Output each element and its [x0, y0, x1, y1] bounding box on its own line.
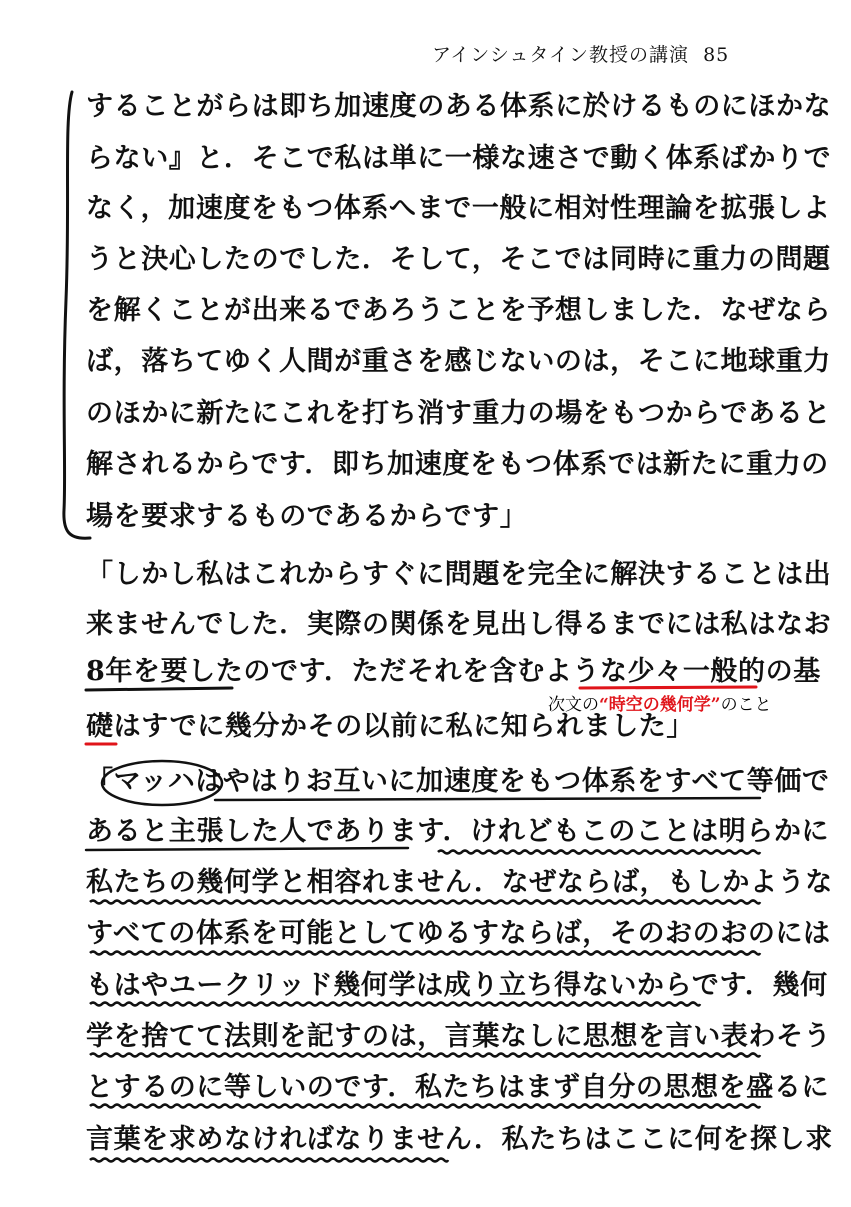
- annotation-highlight: “時空の幾何学”: [599, 695, 721, 715]
- text-line: もはやユークリッド幾何学は成り立ち得ないからです．幾何: [86, 970, 828, 1001]
- text-line: を解くことが出来るであろうことを予想しました．なぜなら: [86, 295, 831, 326]
- wavy-underline: [90, 1159, 448, 1162]
- annotation-suffix: のこと: [720, 695, 772, 715]
- text-line: 言葉を求めなければなりません．私たちはここに何を探し求: [86, 1124, 833, 1155]
- text-line: のほかに新たにこれを打ち消す重力の場をもつからであると: [86, 398, 831, 429]
- running-title: アインシュタイン教授の講演: [432, 44, 690, 66]
- text-line: することがらは即ち加速度のある体系に於けるものにほかな: [86, 91, 832, 122]
- wavy-underline: [90, 1054, 760, 1057]
- underline-mach-sentence-2: [86, 848, 408, 850]
- text-line: 礎はすでに幾分かその以前に私に知られました」: [86, 711, 695, 742]
- text-line: ば，落ちてゆく人間が重さを感じないのは，そこに地球重力: [86, 346, 831, 377]
- text-line: 私たちの幾何学と相容れません．なぜならば，もしかような: [86, 867, 833, 898]
- underline-mach-sentence-1: [215, 798, 760, 800]
- wavy-underline: [438, 851, 760, 854]
- text-line: らない』と．そこで私は単に一様な速さで動く体系ばかりで: [86, 143, 832, 174]
- circle-mach: [102, 761, 222, 805]
- page-number: 85: [703, 44, 730, 66]
- text-line: あると主張した人であります．けれどもこのことは明らかに: [86, 816, 830, 847]
- red-underline-foundation: [580, 687, 756, 688]
- annotation-prefix: 次文の: [548, 695, 599, 715]
- wavy-underline: [90, 1105, 760, 1108]
- text-line: すべての体系を可能としてゆるすならば，そのおのおのには: [86, 918, 831, 949]
- margin-bracket: [64, 92, 90, 538]
- wavy-underline: [90, 952, 760, 955]
- text-line: なく，加速度をもつ体系へまで一般に相対性理論を拡張しよ: [86, 193, 831, 224]
- text-line: 来ませんでした．実際の関係を見出し得るまでには私はなお: [86, 609, 832, 640]
- text-line: うと決心したのでした．そして，そこでは同時に重力の問題: [86, 244, 831, 275]
- text-line: とするのに等しいのです．私たちはまず自分の思想を盛るに: [86, 1072, 830, 1103]
- text-line: 「マッハはやはりお互いに加速度をもつ体系をすべて等価で: [86, 766, 830, 797]
- text-line: 8年を要したのです．ただそれを含むような少々一般的の基: [86, 656, 821, 687]
- wavy-underline: [90, 901, 760, 904]
- underline-8-years: [86, 688, 232, 690]
- text-line: 学を捨てて法則を記すのは，言葉なしに思想を言い表わそう: [86, 1021, 832, 1052]
- wavy-underline: [90, 1003, 700, 1006]
- text-line: 「しかし私はこれからすぐに問題を完全に解決することは出: [86, 559, 832, 590]
- text-line: 場を要求するものであるからです」: [86, 501, 528, 532]
- text-line: 解されるからです．即ち加速度をもつ体系では新たに重力の: [86, 449, 829, 480]
